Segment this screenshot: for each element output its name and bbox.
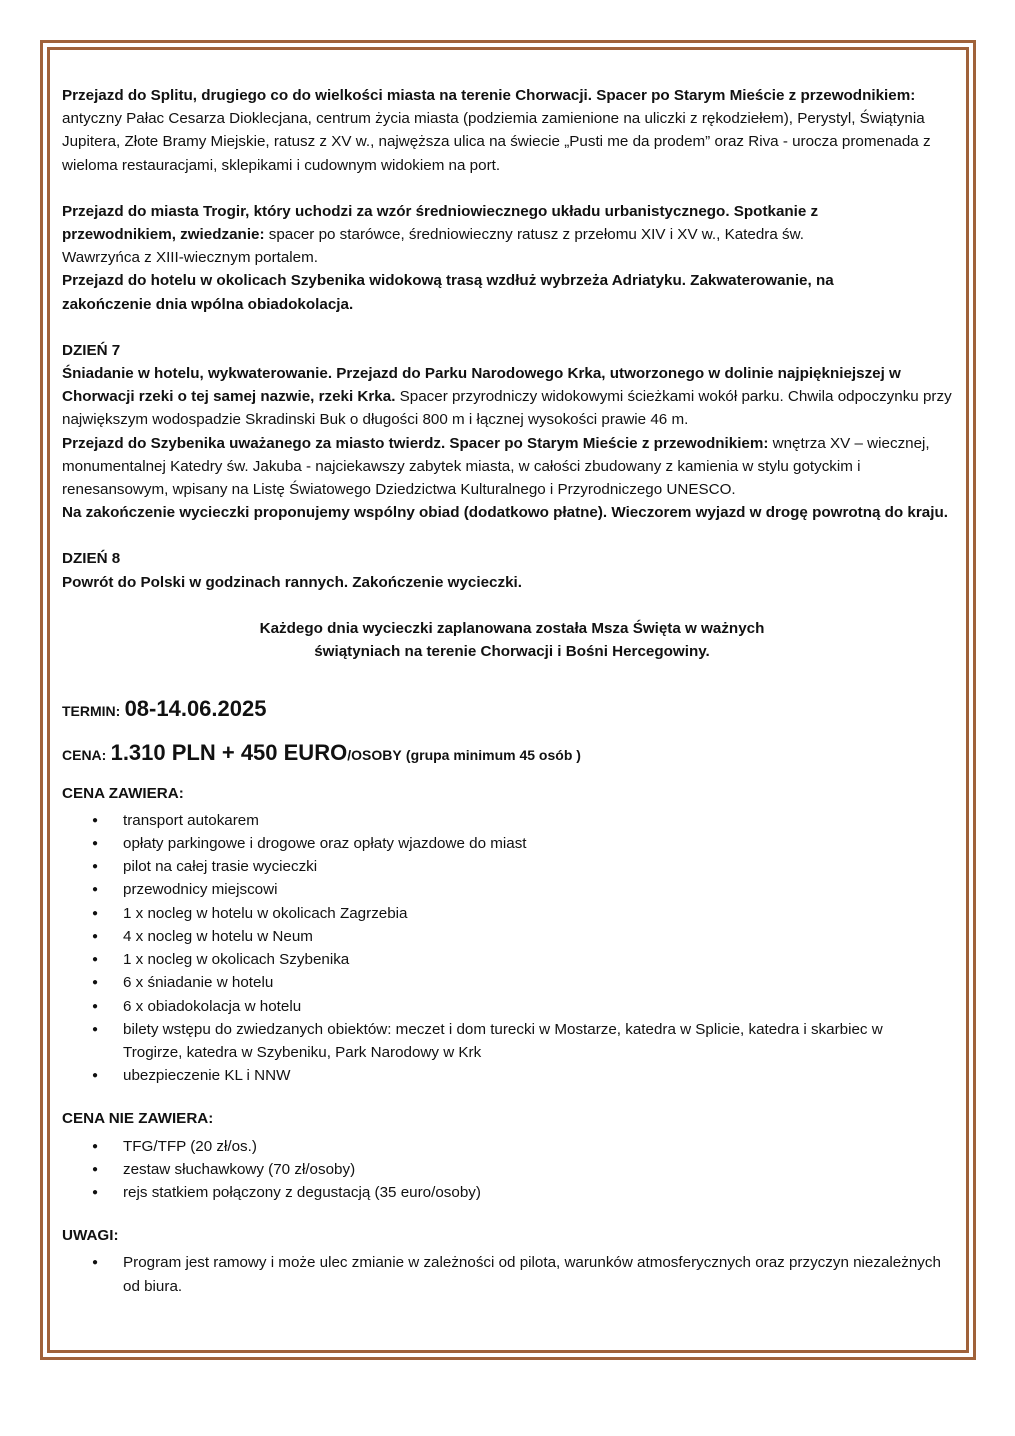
list-item: ● 4 x nocleg w hotelu w Neum [62, 925, 962, 948]
list-item: ● 6 x obiadokolacja w hotelu [62, 995, 962, 1018]
notes-list [62, 1251, 962, 1297]
day8-heading: DZIEŃ 8 [62, 550, 121, 568]
split-bold: Przejazd do Splitu, drugiego co do wielkości miasta na terenie Chorwacji. Spacer po Starym Mieście z przewodnikiem: [62, 87, 916, 104]
day7-krka-bold: Śniadanie w hotelu, wykwaterowanie. Przejazd do Parku Narodowego Krka, utworzonego w dolinie najpiękniejszej w Chorwacji rzeki o tej samej nazwie, rzeki Krka. [62, 365, 901, 406]
includes-list [62, 809, 962, 1087]
list-item: ● 1 x nocleg w okolicach Szybenika [62, 948, 962, 971]
day7-szybenik-paragraph [62, 432, 962, 502]
document-body [62, 84, 962, 1298]
list-item: ● rejs statkiem połączony z degustacją (35 euro/osoby) [62, 1181, 962, 1204]
termin-row [62, 697, 962, 723]
split-text: antyczny Pałac Cesarza Dioklecjana, centrum życia miasta (podziemia zamienione na uliczki z rękodziełem), Perystyl, Świątynia Jupitera, Złote Bramy Miejskie, ratusz z XV w., najwęższa ulica na świecie „Pusti me da prodem” oraz Riva - urocza promenada z wieloma restauracjami, sklepikami i cudownym widokiem na port. [62, 110, 931, 174]
day7-szybenik-bold: Przejazd do Szybenika uważanego za miasto twierdz. Spacer po Starym Mieście z przewodnikiem: [62, 434, 769, 452]
day7-szybenik-text: wnętrza XV – wiecznej, monumentalnej Katedry św. Jakuba - najciekawszy zabytek miasta, w całości zbudowany z kamienia w stylu gotyckim i renesansowym, wpisany na Listę Światowego Dziedzictwa Kulturalnego i Przyrodniczego UNESCO. [62, 434, 930, 499]
excludes-heading: CENA NIE ZAWIERA: [62, 1110, 214, 1128]
day7-heading: DZIEŃ 7 [62, 341, 121, 359]
day8-text: Powrót do Polski w godzinach rannych. Zakończenie wycieczki. [62, 573, 522, 591]
includes-heading: CENA ZAWIERA: [62, 784, 184, 802]
split-paragraph [62, 84, 942, 177]
list-item: ● przewodnicy miejscowi [62, 878, 962, 901]
list-item: ● 1 x nocleg w hotelu w okolicach Zagrzebia [62, 902, 962, 925]
excludes-list [62, 1135, 962, 1205]
cena-label: CENA: [62, 747, 107, 764]
list-item: ● pilot na całej trasie wycieczki [62, 855, 962, 878]
list-item: ● Program jest ramowy i może ulec zmianie w zależności od pilota, warunków atmosferycznych oraz przyczyn niezależnych od biura. [62, 1251, 943, 1297]
day7-krka-text: Spacer przyrodniczy widokowymi ścieżkami wokół parku. Chwila odpoczynku przy największym wodospadzie Skradinski Buk o długości 800 m i łącznej wysokości prawie 46 m. [62, 388, 952, 429]
trogir-text: spacer po starówce, średniowieczny ratusz z przełomu XIV i XV w., Katedra św. Wawrzyńca z XIII-wiecznym portalem. [62, 226, 804, 267]
cena-row [62, 741, 962, 767]
mass-note-line1: Każdego dnia wycieczki zaplanowana została Msza Święta w ważnych [259, 619, 765, 637]
cena-note: (grupa minimum 45 osób ) [405, 747, 581, 764]
termin-label: TERMIN: [62, 703, 121, 720]
list-item: ● transport autokarem [62, 809, 962, 832]
cena-value: 1.310 PLN + 450 EURO [110, 740, 348, 766]
hotel-transfer-paragraph: Przejazd do hotelu w okolicach Szybenika widokową trasą wzdłuż wybrzeża Adriatyku. Zakwaterowanie, na zakończenie dnia wpólna obiadokolacja. [62, 272, 834, 313]
list-item: ● bilety wstępu do zwiedzanych obiektów: meczet i dom turecki w Mostarze, katedra w Splicie, katedra i skarbiec w Trogirze, katedra w Szybeniku, Park Narodowy w Krk [62, 1018, 903, 1064]
trogir-bold: Przejazd do miasta Trogir, który uchodzi za wzór średniowiecznego układu urbanistycznego. Spotkanie z przewodnikiem, zwiedzanie: [62, 202, 819, 244]
list-item: ● zestaw słuchawkowy (70 zł/osoby) [62, 1158, 962, 1181]
day7-krka-paragraph [62, 362, 962, 432]
day7-closing-paragraph: Na zakończenie wycieczki proponujemy wspólny obiad (dodatkowo płatne). Wieczorem wyjazd w drogę powrotną do kraju. [62, 504, 948, 522]
list-item: ● opłaty parkingowe i drogowe oraz opłaty wjazdowe do miast [62, 832, 962, 855]
list-item: ● TFG/TFP (20 zł/os.) [62, 1135, 962, 1158]
list-item: ● 6 x śniadanie w hotelu [62, 971, 962, 994]
termin-value: 08-14.06.2025 [124, 696, 267, 722]
cena-suffix: /OSOBY [347, 747, 402, 764]
notes-heading: UWAGI: [62, 1227, 119, 1245]
mass-note-line2: świątyniach na terenie Chorwacji i Bośni Hercegowiny. [314, 643, 710, 661]
list-item: ● ubezpieczenie KL i NNW [62, 1064, 962, 1087]
trogir-paragraph [62, 200, 882, 270]
